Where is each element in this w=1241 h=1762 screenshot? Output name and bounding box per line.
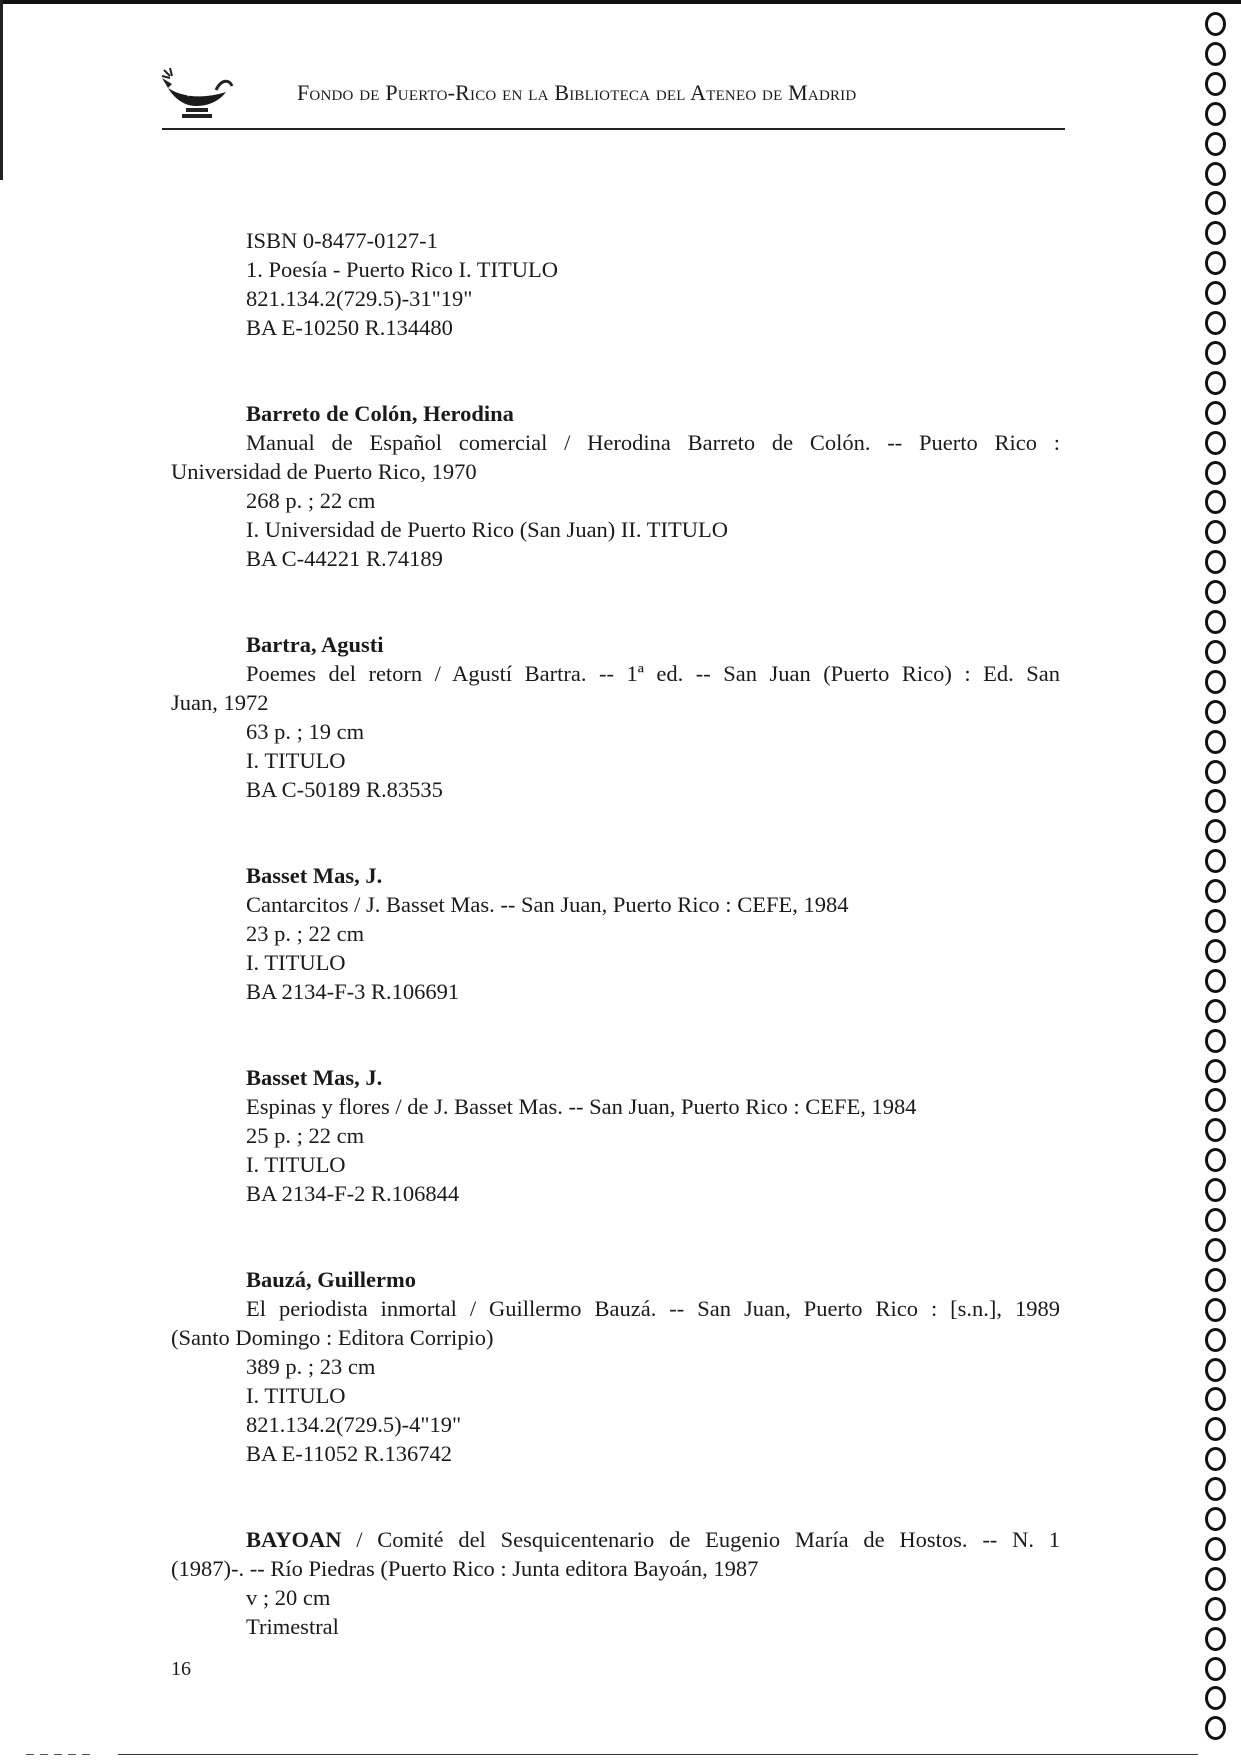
catalog-entry [171,1063,1060,1208]
binding-hole-icon [1205,1059,1226,1083]
binding-hole-icon [1205,461,1226,485]
subject-line: I. TITULO [246,950,346,975]
physical-description: 268 p. ; 22 cm [246,488,376,513]
binding-hole-icon [1205,12,1226,36]
physical-description: v ; 20 cm [246,1585,331,1610]
header-rule [162,128,1065,130]
binding-hole-icon [1205,819,1226,843]
binding-hole-icon [1205,849,1226,873]
entry-heading: Basset Mas, J. [246,863,383,888]
binding-hole-icon [1205,520,1226,544]
classification-line: 821.134.2(729.5)-4"19" [246,1412,462,1437]
subject-line: I. Universidad de Puerto Rico (San Juan) II. TITULO [246,517,728,542]
binding-hole-icon [1205,1567,1226,1591]
entry-description-continued: Universidad de Puerto Rico, 1970 [171,459,477,484]
binding-hole-icon [1205,640,1226,664]
binding-hole-icon [1205,371,1226,395]
catalog-entry [171,1525,1060,1641]
binding-hole-icon [1205,162,1226,186]
call-number: BA C-50189 R.83535 [246,777,443,802]
binding-hole-icon [1205,42,1226,66]
entry-description: Manual de Español comercial / Herodina Barreto de Colón. -- Puerto Rico : [246,430,1060,455]
header-title: Fondo de Puerto-Rico en la Biblioteca del Ateneo de Madrid [297,80,857,105]
entry-description-text: / Comité del Sesquicentenario de Eugenio María de Hostos. -- N. 1 [356,1527,1060,1552]
binding-hole-icon [1205,939,1226,963]
binding-hole-icon [1205,999,1226,1023]
binding-hole-icon [1205,1268,1226,1292]
binding-hole-icon [1205,969,1226,993]
page-header [160,62,1065,134]
frequency-line: Trimestral [246,1614,339,1639]
catalog-content [171,226,1060,1641]
entry-heading: Bartra, Agusti [246,632,384,657]
binding-hole-icon [1205,1328,1226,1352]
call-number: BA 2134-F-2 R.106844 [246,1181,460,1206]
binding-hole-icon [1205,1238,1226,1262]
binding-hole-icon [1205,1627,1226,1651]
binding-hole-icon [1205,191,1226,215]
binding-hole-icon [1205,580,1226,604]
binding-hole-icon [1205,281,1226,305]
binding-holes [1205,12,1233,1762]
binding-hole-icon [1205,221,1226,245]
binding-hole-icon [1205,1507,1226,1531]
catalog-entry [171,861,1060,1006]
binding-hole-icon [1205,1358,1226,1382]
bottom-dash [26,1754,96,1755]
entry-heading: Basset Mas, J. [246,1065,383,1090]
binding-hole-icon [1205,1537,1226,1561]
entry-heading: Bauzá, Guillermo [246,1267,416,1292]
binding-hole-icon [1205,1029,1226,1053]
binding-hole-icon [1205,1088,1226,1112]
call-number: BA 2134-F-3 R.106691 [246,979,460,1004]
binding-hole-icon [1205,1208,1226,1232]
binding-hole-icon [1205,311,1226,335]
binding-hole-icon [1205,1447,1226,1471]
binding-hole-icon [1205,1716,1226,1740]
binding-hole-icon [1205,700,1226,724]
binding-hole-icon [1205,730,1226,754]
call-number: BA E-10250 R.134480 [246,315,453,340]
call-number: BA E-11052 R.136742 [246,1441,453,1466]
entry-description-continued: (1987)-. -- Río Piedras (Puerto Rico : Junta editora Bayoán, 1987 [171,1556,759,1581]
binding-hole-icon [1205,72,1226,96]
subject-line: I. TITULO [246,1383,346,1408]
binding-hole-icon [1205,341,1226,365]
classification-line: 821.134.2(729.5)-31"19" [246,286,473,311]
binding-hole-icon [1205,1477,1226,1501]
binding-hole-icon [1205,909,1226,933]
binding-hole-icon [1205,1657,1226,1681]
bottom-line [118,1754,1198,1755]
binding-hole-icon [1205,670,1226,694]
catalog-entry [171,630,1060,804]
binding-hole-icon [1205,401,1226,425]
binding-hole-icon [1205,789,1226,813]
page-number: 16 [171,1658,191,1680]
binding-hole-icon [1205,132,1226,156]
binding-hole-icon [1205,1148,1226,1172]
entry-description: Cantarcitos / J. Basset Mas. -- San Juan, Puerto Rico : CEFE, 1984 [246,892,849,917]
subject-line: 1. Poesía - Puerto Rico I. TITULO [246,257,559,282]
entry-description-continued: Juan, 1972 [171,690,269,715]
binding-hole-icon [1205,1387,1226,1411]
binding-hole-icon [1205,1597,1226,1621]
binding-hole-icon [1205,490,1226,514]
oil-lamp-icon [160,66,236,122]
entry-description: Poemes del retorn / Agustí Bartra. -- 1ª ed. -- San Juan (Puerto Rico) : Ed. San [246,661,1060,686]
binding-hole-icon [1205,102,1226,126]
subject-line: I. TITULO [246,748,346,773]
subject-line: I. TITULO [246,1152,346,1177]
physical-description: 63 p. ; 19 cm [246,719,365,744]
entry-heading: BAYOAN [246,1527,342,1552]
binding-hole-icon [1205,1686,1226,1710]
entry-description: El periodista inmortal / Guillermo Bauzá. -- San Juan, Puerto Rico : [s.n.], 1989 [246,1296,1060,1321]
binding-hole-icon [1205,760,1226,784]
entry-description-continued: (Santo Domingo : Editora Corripio) [171,1325,494,1350]
binding-hole-icon [1205,1178,1226,1202]
binding-hole-icon [1205,1298,1226,1322]
binding-hole-icon [1205,1417,1226,1441]
binding-hole-icon [1205,251,1226,275]
isbn-line: ISBN 0-8477-0127-1 [246,228,438,253]
entry-description [171,1525,1060,1554]
top-border [0,0,1241,4]
physical-description: 23 p. ; 22 cm [246,921,365,946]
binding-hole-icon [1205,431,1226,455]
call-number: BA C-44221 R.74189 [246,546,443,571]
binding-hole-icon [1205,550,1226,574]
left-border [0,0,3,180]
catalog-entry [171,226,1060,342]
catalog-entry [171,399,1060,573]
binding-hole-icon [1205,879,1226,903]
entry-description: Espinas y flores / de J. Basset Mas. -- San Juan, Puerto Rico : CEFE, 1984 [246,1094,917,1119]
entry-heading: Barreto de Colón, Herodina [246,401,514,426]
binding-hole-icon [1205,610,1226,634]
catalog-entry [171,1265,1060,1468]
binding-hole-icon [1205,1118,1226,1142]
physical-description: 389 p. ; 23 cm [246,1354,376,1379]
physical-description: 25 p. ; 22 cm [246,1123,365,1148]
